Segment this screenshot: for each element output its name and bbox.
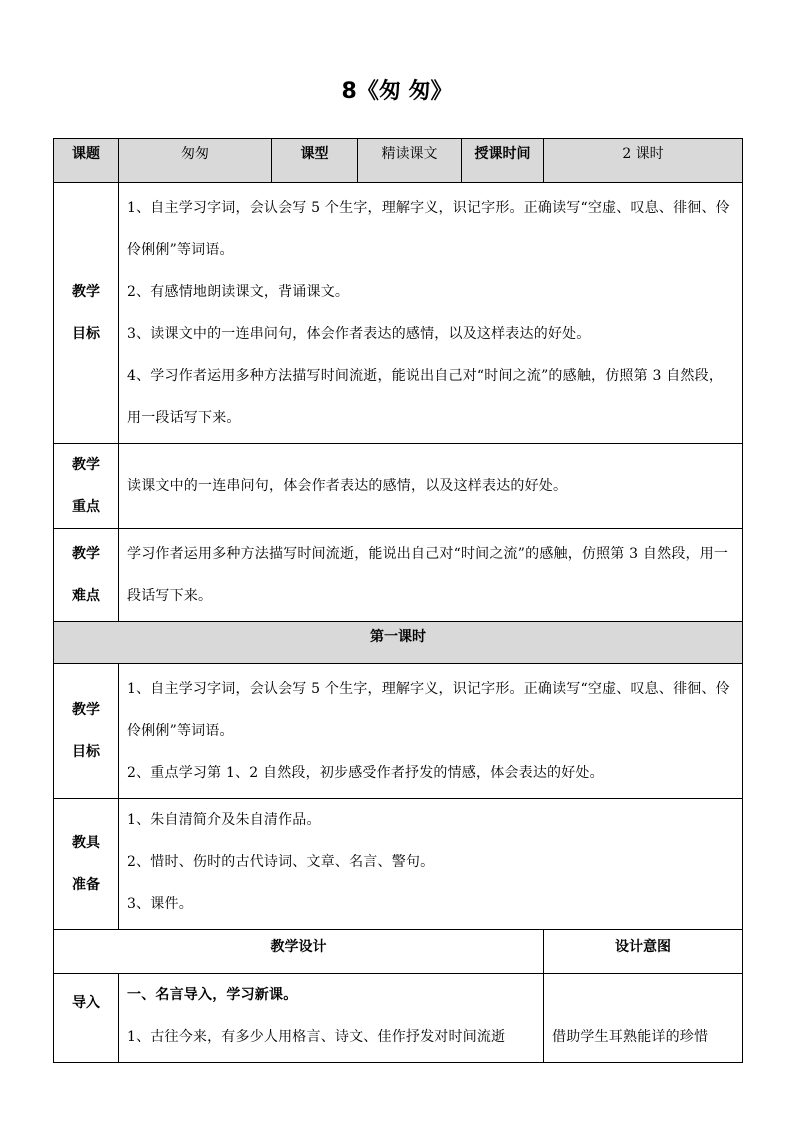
- difficulties-row: [54, 529, 743, 622]
- objectives-label-line2: 目标: [72, 326, 100, 342]
- key-points-label-line2: 重点: [72, 499, 100, 515]
- difficulties-label: [54, 529, 119, 622]
- materials-content: [119, 799, 743, 930]
- objectives-content: [119, 183, 743, 444]
- lesson1-objectives-label-line1: 教学: [72, 702, 100, 718]
- difficulties-content: 学习作者运用多种方法描写时间流逝，能说出自己对“时间之流”的感触，仿照第 3 自然段，用一段话写下来。: [119, 529, 743, 622]
- course-label: 课题: [54, 139, 119, 183]
- lesson1-objectives-label-line2: 目标: [72, 744, 100, 760]
- design-header-row: [54, 930, 743, 974]
- lesson-plan-table: [53, 138, 743, 1063]
- objectives-label: [54, 183, 119, 444]
- key-points-row: [54, 444, 743, 529]
- materials-label-line2: 准备: [72, 877, 100, 893]
- lesson1-objectives-content: [119, 664, 743, 799]
- lesson1-objectives-row: [54, 664, 743, 799]
- time-value: 2 课时: [544, 139, 743, 183]
- course-value: 匆匆: [119, 139, 272, 183]
- intro-label: 导入: [54, 974, 119, 1063]
- materials-label: [54, 799, 119, 930]
- section-title: 第一课时: [54, 622, 743, 664]
- objective-item-4: 4、学习作者运用多种方法描写时间流逝，能说出自己对“时间之流”的感触，仿照第 3 自然段，用一段话写下来。: [127, 368, 724, 426]
- intro-intent: 借助学生耳熟能详的珍惜: [544, 974, 743, 1063]
- lesson1-objective-item-2: 2、重点学习第 1、2 自然段，初步感受作者抒发的情感，体会表达的好处。: [127, 765, 604, 781]
- objectives-row: [54, 183, 743, 444]
- intro-heading: 一、名言导入，学习新课。: [127, 987, 298, 1003]
- design-header-right: 设计意图: [544, 930, 743, 974]
- intro-row: [54, 974, 743, 1063]
- lesson1-objectives-label: [54, 664, 119, 799]
- time-label: 授课时间: [462, 139, 544, 183]
- objective-item-2: 2、有感情地朗读课文，背诵课文。: [127, 284, 350, 300]
- lesson1-objective-item-1: 1、自主学习字词，会认会写 5 个生字，理解字义，识记字形。正确读写“空虚、叹息、徘徊、伶伶俐俐”等词语。: [127, 681, 730, 739]
- materials-row: [54, 799, 743, 930]
- page-title: 8《匆 匆》: [341, 79, 453, 104]
- intro-line: 1、古往今来，有多少人用格言、诗文、佳作抒发对时间流逝: [127, 1029, 506, 1045]
- material-item-1: 1、朱自清简介及朱自清作品。: [127, 812, 321, 828]
- materials-label-line1: 教具: [72, 835, 100, 851]
- type-label: 课型: [272, 139, 358, 183]
- header-row: [54, 139, 743, 183]
- key-points-content: 读课文中的一连串问句，体会作者表达的感情，以及这样表达的好处。: [119, 444, 743, 529]
- difficulties-label-line1: 教学: [72, 546, 100, 562]
- key-points-label-line1: 教学: [72, 457, 100, 473]
- intro-content: [119, 974, 544, 1063]
- objectives-label-line1: 教学: [72, 284, 100, 300]
- material-item-3: 3、课件。: [127, 896, 193, 912]
- design-header-left: 教学设计: [54, 930, 544, 974]
- section-row: [54, 622, 743, 664]
- type-value: 精读课文: [358, 139, 462, 183]
- difficulties-label-line2: 难点: [72, 588, 100, 604]
- objective-item-1: 1、自主学习字词，会认会写 5 个生字，理解字义，识记字形。正确读写“空虚、叹息、徘徊、伶伶俐俐”等词语。: [127, 200, 730, 258]
- key-points-label: [54, 444, 119, 529]
- objective-item-3: 3、读课文中的一连串问句，体会作者表达的感情，以及这样表达的好处。: [127, 326, 591, 342]
- material-item-2: 2、惜时、伤时的古代诗词、文章、名言、警句。: [127, 854, 435, 870]
